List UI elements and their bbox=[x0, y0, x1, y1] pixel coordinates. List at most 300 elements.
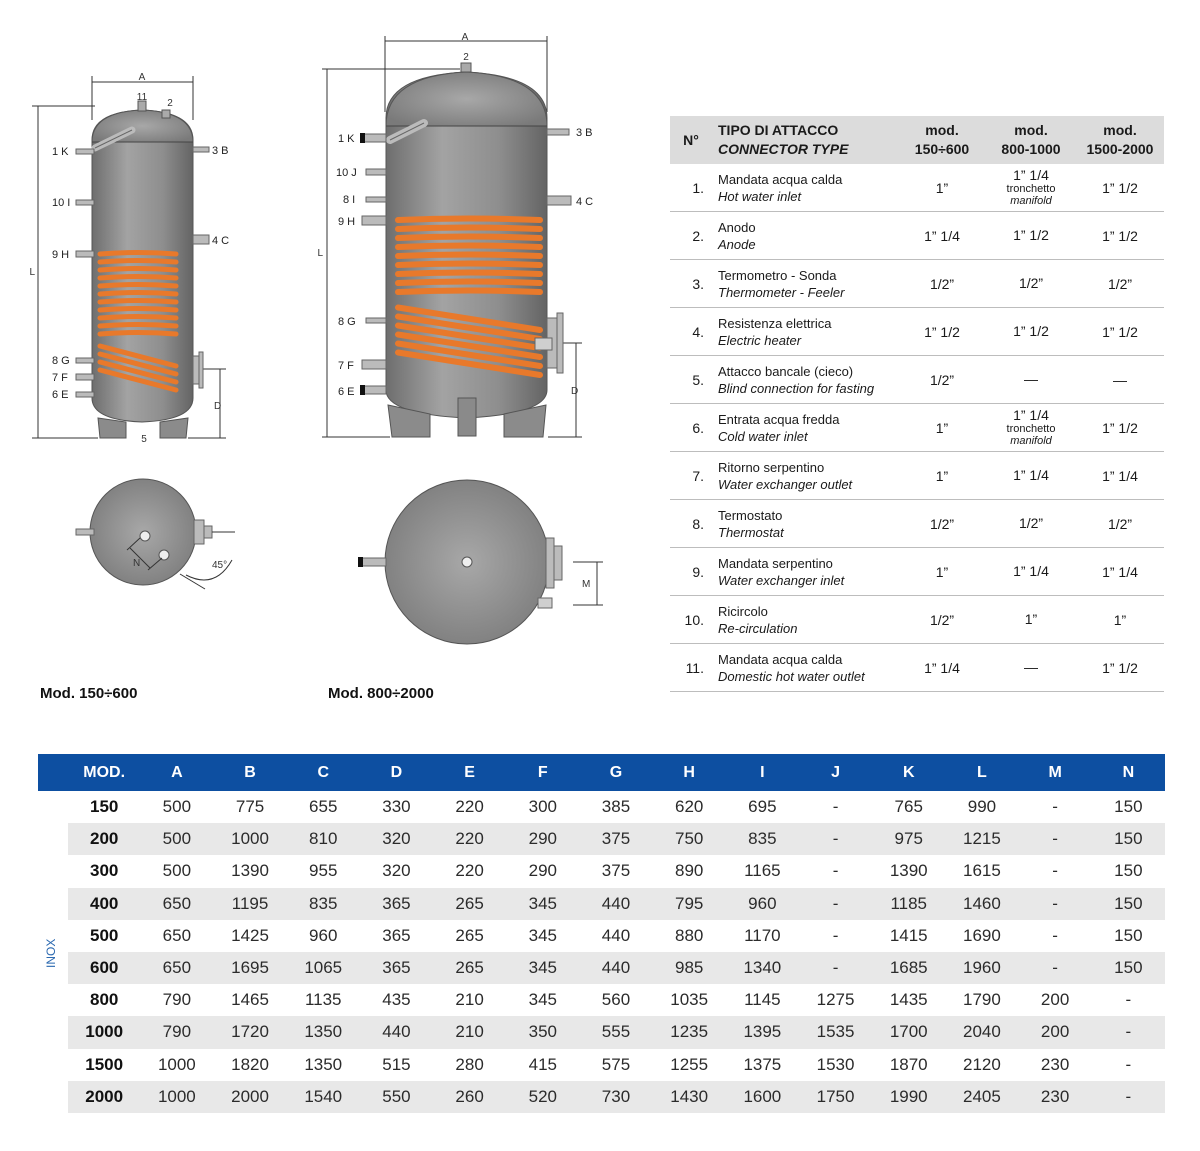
coil-turn bbox=[398, 255, 540, 257]
dimension-cell: 1000 bbox=[157, 1054, 196, 1074]
dimension-cell: 280 bbox=[455, 1054, 484, 1074]
dimension-cell: 1535 bbox=[799, 1016, 872, 1048]
dimension-cell: 2040 bbox=[945, 1016, 1018, 1048]
connector-row bbox=[670, 548, 1164, 596]
value-150-600: 1” bbox=[898, 452, 986, 500]
header-mod1-b: 150÷600 bbox=[914, 141, 970, 157]
dimension-cell: 1390 bbox=[889, 861, 928, 881]
dimension-cell: 1340 bbox=[726, 952, 799, 984]
top-connector-2 bbox=[162, 110, 170, 118]
dimension-cell: 1790 bbox=[963, 990, 1001, 1010]
dimension-cell: - bbox=[799, 888, 872, 920]
value-800-1000: 1” bbox=[1024, 611, 1038, 627]
left-connectors-small bbox=[76, 149, 94, 397]
dimension-cell: - bbox=[1052, 861, 1058, 881]
dimension-cell: 320 bbox=[382, 861, 411, 881]
dimension-cell: 1395 bbox=[726, 1016, 799, 1048]
connector-description bbox=[712, 596, 898, 644]
dimension-cell: 835 bbox=[287, 888, 360, 920]
value-1500-2000: 1” 1/4 bbox=[1076, 452, 1164, 500]
value-150-600: 1” bbox=[898, 404, 986, 452]
dimension-cell: 620 bbox=[674, 797, 704, 817]
dimension-cell: 555 bbox=[579, 1016, 652, 1048]
label-1k-small: 1 K bbox=[52, 146, 69, 158]
connector-row bbox=[670, 644, 1164, 692]
top-label-2: 2 bbox=[167, 98, 173, 109]
dim-header-d: D bbox=[360, 754, 433, 791]
dimension-cell: 365 bbox=[360, 952, 433, 984]
header-mod2-b: 800-1000 bbox=[1001, 141, 1061, 157]
side-spacer bbox=[38, 791, 68, 823]
connector-name-it: Resistenza elettrica bbox=[718, 315, 832, 331]
dimension-cell: 550 bbox=[360, 1081, 433, 1113]
dimension-cell: 955 bbox=[309, 861, 338, 881]
dimension-cell: 765 bbox=[894, 797, 923, 817]
dim-header-i: I bbox=[726, 754, 799, 791]
dim-d-label-large: D bbox=[571, 386, 579, 397]
coil-turn bbox=[100, 325, 176, 327]
dimension-table-header bbox=[38, 754, 1165, 791]
dimension-cell: 1820 bbox=[231, 1054, 269, 1074]
value-150-600: 1” bbox=[898, 548, 986, 596]
dimension-cell: 345 bbox=[506, 952, 579, 984]
dimension-cell: 1460 bbox=[945, 888, 1018, 920]
connector-name-it: Mandata acqua calda bbox=[718, 171, 843, 187]
dimension-cell: - bbox=[1092, 1016, 1165, 1048]
dimension-cell: 210 bbox=[455, 990, 484, 1010]
header-mod2-a: mod. bbox=[1014, 122, 1048, 138]
label-9h-large: 9 H bbox=[338, 216, 356, 228]
dimension-cell: 265 bbox=[455, 925, 484, 945]
label-7f-small: 7 F bbox=[52, 372, 68, 384]
top-label-2-large: 2 bbox=[463, 52, 469, 63]
dimension-cell: 1035 bbox=[670, 990, 709, 1010]
right-connectors-large bbox=[547, 129, 571, 373]
coil-turn bbox=[398, 264, 540, 266]
dimension-cell: 1350 bbox=[287, 1016, 360, 1048]
label-9h-small: 9 H bbox=[52, 249, 70, 261]
dimension-cell: 440 bbox=[579, 952, 652, 984]
right-connectors-small bbox=[193, 147, 209, 388]
left-connectors-large bbox=[362, 134, 386, 394]
dimension-cell: - bbox=[832, 861, 839, 881]
connector-name-it: Anodo bbox=[718, 219, 756, 235]
dimension-cell: 1750 bbox=[799, 1081, 872, 1113]
dimension-cell: 1700 bbox=[872, 1016, 945, 1048]
coil-turn bbox=[398, 237, 540, 239]
dimension-cell: 290 bbox=[528, 861, 557, 881]
connector-name-it: Mandata serpentino bbox=[718, 555, 833, 571]
dim-header-g: G bbox=[579, 754, 652, 791]
dimension-cell: 1430 bbox=[653, 1081, 726, 1113]
value-800-1000: 1/2” bbox=[1018, 515, 1044, 531]
dim-header-l: L bbox=[945, 754, 1018, 791]
dimension-cell: 730 bbox=[579, 1081, 652, 1113]
label-4c-large: 4 C bbox=[576, 196, 594, 208]
coil-turn bbox=[398, 228, 540, 230]
dim-l-label: L bbox=[29, 267, 35, 278]
dimension-cell: 1255 bbox=[670, 1054, 709, 1074]
connector-number: 6. bbox=[670, 404, 712, 452]
dimension-cell: 330 bbox=[382, 797, 411, 817]
connector-row bbox=[670, 452, 1164, 500]
value-sub-manifold: manifold bbox=[1010, 195, 1052, 207]
dimension-cell: 985 bbox=[653, 952, 726, 984]
coil-turn bbox=[100, 333, 176, 335]
dimension-cell: 1695 bbox=[213, 952, 286, 984]
value-1500-2000: 1” 1/2 bbox=[1076, 644, 1164, 692]
dimension-cell: 345 bbox=[528, 925, 557, 945]
label-4c-small: 4 C bbox=[212, 235, 230, 247]
header-mod-800-1000 bbox=[986, 116, 1076, 164]
dimension-cell: 210 bbox=[433, 1016, 506, 1048]
dim-a-label: A bbox=[138, 72, 146, 83]
dimension-cell: 1990 bbox=[872, 1081, 945, 1113]
dimension-cell: 810 bbox=[287, 823, 360, 855]
connector-name-en: Water exchanger outlet bbox=[718, 476, 853, 492]
tank-foot-right bbox=[160, 418, 188, 438]
connector-name-en: Thermostat bbox=[718, 524, 784, 540]
tank-top-dome bbox=[92, 110, 193, 142]
dimension-cell: 150 bbox=[1092, 888, 1165, 920]
dimension-cell: 385 bbox=[601, 797, 631, 817]
connector-row bbox=[670, 260, 1164, 308]
connector-row bbox=[670, 404, 1164, 452]
dimension-cell: 1465 bbox=[231, 990, 269, 1010]
connector-name-it: Termometro - Sonda bbox=[718, 267, 837, 283]
coil-turn bbox=[398, 282, 540, 284]
value-150-600: 1” 1/4 bbox=[898, 212, 986, 260]
value-800-1000-cell bbox=[986, 596, 1076, 644]
connector-name-en: Anode bbox=[718, 236, 756, 252]
dimension-cell: 2000 bbox=[213, 1081, 286, 1113]
dim-header-j: J bbox=[799, 754, 872, 791]
dimension-cell: 1165 bbox=[744, 861, 781, 881]
connector-number: 2. bbox=[670, 212, 712, 260]
connector-row bbox=[670, 500, 1164, 548]
dim-a-label-large: A bbox=[461, 32, 469, 43]
dimension-cell: 320 bbox=[360, 823, 433, 855]
value-800-1000: 1” 1/4 bbox=[1013, 167, 1049, 183]
value-150-600: 1/2” bbox=[898, 596, 986, 644]
model-cell: 200 bbox=[68, 823, 140, 855]
value-800-1000-cell bbox=[986, 644, 1076, 692]
value-150-600: 1” 1/2 bbox=[898, 308, 986, 356]
dimension-cell: 775 bbox=[235, 797, 265, 817]
dimension-cell: 230 bbox=[1040, 1054, 1070, 1074]
coil-turn bbox=[100, 277, 176, 279]
model-cell: 1000 bbox=[68, 1016, 140, 1048]
dim-l-label-large: L bbox=[317, 248, 323, 259]
value-sub-tronchetto: tronchetto bbox=[1006, 183, 1056, 195]
coil-turn bbox=[100, 253, 176, 255]
inox-side-label: INOX bbox=[44, 938, 58, 968]
dimension-cell: 835 bbox=[726, 823, 799, 855]
header-mod3-b: 1500-2000 bbox=[1086, 141, 1154, 157]
value-150-600: 1/2” bbox=[898, 500, 986, 548]
value-150-600: 1/2” bbox=[898, 356, 986, 404]
dimension-cell: 560 bbox=[601, 990, 631, 1010]
dimension-cell: 1530 bbox=[816, 1054, 855, 1074]
value-sub-tronchetto: tronchetto bbox=[1006, 423, 1056, 435]
label-3b-large: 3 B bbox=[576, 127, 593, 139]
dimension-cell: 1375 bbox=[743, 1054, 782, 1074]
dimension-cell: 1145 bbox=[744, 990, 781, 1010]
connector-row bbox=[670, 356, 1164, 404]
value-1500-2000: 1” 1/2 bbox=[1076, 404, 1164, 452]
connector-number: 8. bbox=[670, 500, 712, 548]
connector-description bbox=[712, 404, 898, 452]
model-cell: 2000 bbox=[68, 1081, 140, 1113]
dimension-cell: - bbox=[1092, 1081, 1165, 1113]
dimension-cell: 890 bbox=[674, 861, 704, 881]
dimension-cell: 440 bbox=[601, 925, 631, 945]
dim-header-m: M bbox=[1019, 754, 1092, 791]
connector-row bbox=[670, 212, 1164, 260]
dim-header-e: E bbox=[433, 754, 506, 791]
coil-turn bbox=[100, 309, 176, 311]
label-6e-large: 6 E bbox=[338, 386, 355, 398]
side-spacer bbox=[38, 1081, 68, 1113]
connector-name-it: Ritorno serpentino bbox=[718, 459, 825, 475]
value-800-1000: — bbox=[1024, 371, 1038, 387]
connector-number: 7. bbox=[670, 452, 712, 500]
value-800-1000-cell bbox=[986, 452, 1076, 500]
model-cell: 1500 bbox=[85, 1054, 124, 1074]
table-row bbox=[38, 791, 1165, 823]
label-8g-small: 8 G bbox=[52, 355, 70, 367]
dimension-cell: 300 bbox=[528, 797, 557, 817]
connector-number: 5. bbox=[670, 356, 712, 404]
dimension-cell: 520 bbox=[506, 1081, 579, 1113]
dim-header-h: H bbox=[653, 754, 726, 791]
value-800-1000: 1” 1/2 bbox=[1013, 227, 1049, 243]
connector-number: 1. bbox=[670, 164, 712, 212]
dimension-table bbox=[38, 754, 1165, 1113]
value-800-1000: 1” 1/4 bbox=[1013, 467, 1049, 483]
connector-description bbox=[712, 500, 898, 548]
connector-number: 11. bbox=[670, 644, 712, 692]
dim-header-n: N bbox=[1092, 754, 1165, 791]
dimension-cell: 750 bbox=[653, 823, 726, 855]
dimension-cell: 1235 bbox=[653, 1016, 726, 1048]
dim-n-label: N bbox=[133, 558, 141, 569]
coil-turn bbox=[100, 301, 176, 303]
dimension-cell: 260 bbox=[433, 1081, 506, 1113]
coil-turn bbox=[100, 269, 176, 271]
label-10i-small: 10 I bbox=[52, 197, 71, 209]
dimension-cell: 1720 bbox=[213, 1016, 286, 1048]
diagram-small-tank bbox=[0, 0, 330, 720]
dimension-cell: - bbox=[799, 823, 872, 855]
connector-description bbox=[712, 260, 898, 308]
connector-name-en: Water exchanger inlet bbox=[718, 572, 845, 588]
label-6e-small: 6 E bbox=[52, 389, 69, 401]
dimension-cell: 790 bbox=[162, 990, 192, 1010]
dimension-cell: 1540 bbox=[287, 1081, 360, 1113]
model-cell: 500 bbox=[89, 925, 119, 945]
connector-name-en: Thermometer - Feeler bbox=[718, 284, 845, 300]
model-cell: 800 bbox=[89, 990, 119, 1010]
dimension-cell: 200 bbox=[1040, 990, 1070, 1010]
dim-header-b: B bbox=[213, 754, 286, 791]
model-cell: 300 bbox=[89, 861, 119, 881]
coil-turn bbox=[100, 261, 176, 263]
value-800-1000: — bbox=[1024, 659, 1038, 675]
value-800-1000-cell bbox=[986, 548, 1076, 596]
coil-turn bbox=[100, 317, 176, 319]
dimension-cell: 1690 bbox=[963, 925, 1001, 945]
value-800-1000: 1/2” bbox=[1018, 275, 1044, 291]
dimension-cell: 990 bbox=[967, 797, 997, 817]
model-cell: 600 bbox=[68, 952, 140, 984]
dimension-cell: - bbox=[799, 952, 872, 984]
dimension-cell: 1170 bbox=[744, 925, 781, 945]
dimension-cell: - bbox=[1052, 797, 1058, 817]
dimension-cell: 1215 bbox=[945, 823, 1018, 855]
dimension-cell: 650 bbox=[140, 952, 213, 984]
dim-d-label: D bbox=[214, 401, 222, 412]
connector-row bbox=[670, 596, 1164, 644]
side-spacer bbox=[38, 984, 68, 1016]
header-mod3-a: mod. bbox=[1103, 122, 1137, 138]
dimension-cell: 265 bbox=[433, 888, 506, 920]
dimension-cell: 1615 bbox=[963, 861, 1001, 881]
dimension-cell: 440 bbox=[360, 1016, 433, 1048]
table-row bbox=[38, 823, 1165, 855]
dimension-cell: 975 bbox=[872, 823, 945, 855]
value-800-1000-cell bbox=[986, 356, 1076, 404]
dimension-cell: - bbox=[832, 925, 839, 945]
model-cell: 150 bbox=[89, 797, 119, 817]
dim-header-c: C bbox=[287, 754, 360, 791]
connector-name-en: Blind connection for fasting bbox=[718, 380, 875, 396]
dimension-cell: 435 bbox=[382, 990, 411, 1010]
label-10j-large: 10 J bbox=[336, 167, 357, 179]
dimension-cell: 220 bbox=[455, 797, 484, 817]
value-150-600: 1” 1/4 bbox=[898, 644, 986, 692]
dimension-cell: 1195 bbox=[213, 888, 286, 920]
dimension-cell: 365 bbox=[360, 888, 433, 920]
dimension-cell: 415 bbox=[528, 1054, 557, 1074]
header-type-en: CONNECTOR TYPE bbox=[718, 141, 849, 157]
table-row bbox=[38, 1081, 1165, 1113]
dimension-cell: 345 bbox=[506, 888, 579, 920]
connector-name-it: Termostato bbox=[718, 507, 783, 523]
value-800-1000-cell bbox=[986, 404, 1076, 452]
dimension-cell: 2120 bbox=[963, 1054, 1001, 1074]
dimension-cell: 650 bbox=[162, 925, 192, 945]
dimension-cell: 650 bbox=[140, 888, 213, 920]
header-mod1-a: mod. bbox=[925, 122, 959, 138]
dimension-cell: 500 bbox=[162, 861, 192, 881]
dimension-cell: 1960 bbox=[945, 952, 1018, 984]
value-800-1000-cell bbox=[986, 308, 1076, 356]
label-7f-large: 7 F bbox=[338, 360, 354, 372]
coil-turn bbox=[398, 291, 540, 293]
dimension-cell: 150 bbox=[1114, 861, 1143, 881]
header-spacer bbox=[38, 754, 68, 791]
connector-row bbox=[670, 164, 1164, 212]
value-1500-2000: 1” 1/4 bbox=[1076, 548, 1164, 596]
dim-m-label: M bbox=[582, 579, 591, 590]
value-800-1000-cell bbox=[986, 212, 1076, 260]
connector-name-it: Entrata acqua fredda bbox=[718, 411, 840, 427]
angle-label: 45° bbox=[212, 560, 228, 571]
connector-description bbox=[712, 212, 898, 260]
connector-name-en: Domestic hot water outlet bbox=[718, 668, 865, 684]
dimension-cell: 440 bbox=[579, 888, 652, 920]
dimension-cell: 200 bbox=[1019, 1016, 1092, 1048]
table-row bbox=[38, 1049, 1165, 1081]
header-mod-1500-2000 bbox=[1076, 116, 1164, 164]
connector-table bbox=[670, 116, 1164, 692]
value-1500-2000: 1” 1/2 bbox=[1076, 308, 1164, 356]
header-mod-150-600 bbox=[898, 116, 986, 164]
side-spacer bbox=[38, 855, 68, 887]
dimension-cell: - bbox=[1019, 952, 1092, 984]
value-1500-2000: 1” 1/2 bbox=[1076, 164, 1164, 212]
dimension-cell: 880 bbox=[674, 925, 704, 945]
label-1k-large: 1 K bbox=[338, 133, 355, 145]
value-1500-2000: — bbox=[1076, 356, 1164, 404]
dimension-cell: 150 bbox=[1092, 823, 1165, 855]
connector-name-en: Re-circulation bbox=[718, 620, 798, 636]
connector-name-it: Ricircolo bbox=[718, 603, 768, 619]
table-row bbox=[38, 855, 1165, 887]
tank-top-dome-large bbox=[386, 72, 547, 126]
dimension-cell: - bbox=[1052, 925, 1058, 945]
dimension-cell: 1350 bbox=[304, 1054, 343, 1074]
model-large-caption: Mod. 800÷2000 bbox=[328, 685, 434, 702]
label-3b-small: 3 B bbox=[212, 145, 229, 157]
header-type-it: TIPO DI ATTACCO bbox=[718, 122, 839, 138]
dim-header-k: K bbox=[872, 754, 945, 791]
dimension-cell: - bbox=[1125, 990, 1132, 1010]
label-8i-large: 8 I bbox=[343, 194, 356, 206]
table-row bbox=[38, 920, 1165, 952]
dimension-cell: 150 bbox=[1092, 952, 1165, 984]
connector-name-it: Attacco bancale (cieco) bbox=[718, 363, 854, 379]
connector-description bbox=[712, 164, 898, 212]
table-row bbox=[38, 888, 1165, 920]
value-800-1000: 1” 1/2 bbox=[1013, 323, 1049, 339]
dimension-cell: 790 bbox=[140, 1016, 213, 1048]
value-800-1000: 1” 1/4 bbox=[1013, 407, 1049, 423]
value-1500-2000: 1/2” bbox=[1076, 500, 1164, 548]
dimension-cell: 1685 bbox=[872, 952, 945, 984]
value-sub-manifold: manifold bbox=[1010, 435, 1052, 447]
side-spacer bbox=[38, 1049, 68, 1081]
coil-turn bbox=[100, 285, 176, 287]
dimension-cell: 150 bbox=[1114, 925, 1143, 945]
dimension-cell: 350 bbox=[506, 1016, 579, 1048]
dimension-cell: 345 bbox=[528, 990, 557, 1010]
dimension-cell: 2405 bbox=[945, 1081, 1018, 1113]
value-1500-2000: 1” bbox=[1076, 596, 1164, 644]
dimension-cell: 960 bbox=[726, 888, 799, 920]
tank-foot-left bbox=[98, 418, 126, 438]
connector-table-header bbox=[670, 116, 1164, 164]
value-800-1000-cell bbox=[986, 500, 1076, 548]
connector-description bbox=[712, 452, 898, 500]
model-small-caption: Mod. 150÷600 bbox=[40, 685, 138, 702]
connector-number: 9. bbox=[670, 548, 712, 596]
side-spacer bbox=[38, 1016, 68, 1048]
dimension-cell: 150 bbox=[1114, 797, 1143, 817]
top-label-11: 11 bbox=[136, 92, 148, 103]
dim-header-f: F bbox=[506, 754, 579, 791]
